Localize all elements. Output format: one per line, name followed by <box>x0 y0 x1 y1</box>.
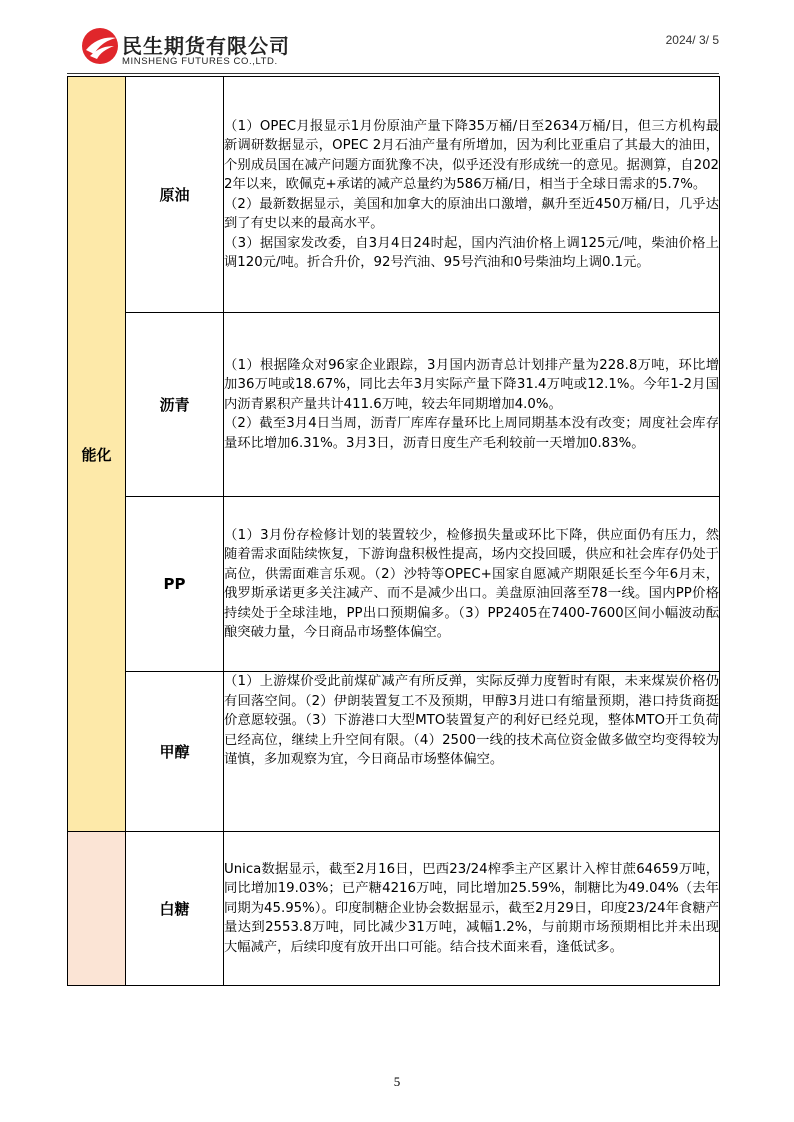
commentary-paragraph: （1）OPEC月报显示1月份原油产量下降35万桶/日至2634万桶/日，但三方机构最新调研数据显示，OPEC 2月石油产量有所增加，因为利比亚重启了其最大的油田，个别成员国在减产问题方面犹豫不决，似乎还没有形成统一的意见。据测算，自2022年以来，欧佩克+承诺的减产总量约为586万桶/日，相当于全球日需求的5.7%。 <box>224 118 719 192</box>
header-divider <box>67 73 719 74</box>
commentary-paragraph: （3）据国家发改委，自3月4日24时起，国内汽油价格上调125元/吨，柴油价格上调120元/吨。折合升价，92号汽油、95号汽油和0号柴油均上调0.1元。 <box>224 235 719 270</box>
report-date: 2024/ 3/ 5 <box>665 33 719 47</box>
table-row <box>68 497 720 672</box>
page-header <box>0 0 794 80</box>
table-row <box>68 672 720 832</box>
company-name-en: MINSHENG FUTURES CO.,LTD. <box>122 56 278 67</box>
commodity-commentary-methanol <box>224 672 720 832</box>
table-row <box>68 77 720 313</box>
commodity-commentary-sugar <box>224 832 720 986</box>
commodity-name-asphalt: 沥青 <box>126 313 224 497</box>
commodity-commentary-asphalt <box>224 313 720 497</box>
commentary-paragraph: （1）上游煤价受此前煤矿减产有所反弹，实际反弹力度暂时有限，未来煤炭价格仍有回落空间。（2）伊朗装置复工不及预期，甲醇3月进口有缩量预期，港口持货商挺价意愿较强。（3）下游港口大型MTO装置复产的利好已经兑现，整体MTO开工负荷已经高位，继续上升空间有限。（4）2500一线的技术高位资金做多做空均变得较为谨慎，多加观察为宜，今日商品市场整体偏空。 <box>224 674 719 767</box>
commodity-commentary-pp <box>224 497 720 672</box>
commodity-name-crude: 原油 <box>126 77 224 313</box>
commodity-table <box>67 76 720 986</box>
commentary-paragraph: （1）根据隆众对96家企业跟踪，3月国内沥青总计划排产量为228.8万吨，环比增加36万吨或18.67%，同比去年3月实际产量下降31.4万吨或12.1%。今年1-2月国内沥青累积产量共计411.6万吨，较去年同期增加4.0%。 <box>224 357 719 412</box>
commentary-paragraph: Unica数据显示，截至2月16日，巴西23/24榨季主产区累计入榨甘蔗64659万吨，同比增加19.03%；已产糖4216万吨，同比增加25.59%，制糖比为49.04%（去年同期为45.95%）。印度制糖企业协会数据显示，截至2月29日，印度23/24年食糖产量达到2553.8万吨，同比减少31万吨，减幅1.2%，与前期市场预期相比并未出现大幅减产，后续印度有放开出口可能。结合技术面来看，逢低试多。 <box>224 861 719 955</box>
commodity-commentary-crude <box>224 77 720 313</box>
commodity-name-sugar: 白糖 <box>126 832 224 986</box>
commentary-paragraph: （2）截至3月4日当周，沥青厂库库存量环比上周同期基本没有改变；周度社会库存量环比增加6.31%。3月3日，沥青日度生产毛利较前一天增加0.83%。 <box>224 416 719 451</box>
commentary-paragraph: （2）最新数据显示，美国和加拿大的原油出口激增，飙升至近450万桶/日，几乎达到了有史以来的最高水平。 <box>224 196 719 231</box>
commentary-paragraph: （1）3月份存检修计划的装置较少，检修损失量或环比下降，供应面仍有压力，然随着需求面陆续恢复，下游询盘积极性提高，场内交投回暖，供应和社会库存仍处于高位，供需面难言乐观。（2）沙特等OPEC+国家自愿减产期限延长至今年6月末，俄罗斯承诺更多关注减产、而不是减少出口。美盘原油回落至78一线。国内PP价格持续处于全球洼地，PP出口预期偏多。（3）PP2405在7400-7600区间小幅波动酝酿突破力量，今日商品市场整体偏空。 <box>224 527 719 640</box>
page-number: 5 <box>393 1074 401 1089</box>
minsheng-logo-icon <box>80 26 120 66</box>
table-row <box>68 313 720 497</box>
commodity-name-pp: PP <box>126 497 224 672</box>
sector-cell-soft <box>68 832 126 986</box>
company-name-cn: 民生期货有限公司 <box>122 34 290 58</box>
sector-cell-energy: 能化 <box>68 77 126 832</box>
table-row <box>68 832 720 986</box>
commodity-name-methanol: 甲醇 <box>126 672 224 832</box>
